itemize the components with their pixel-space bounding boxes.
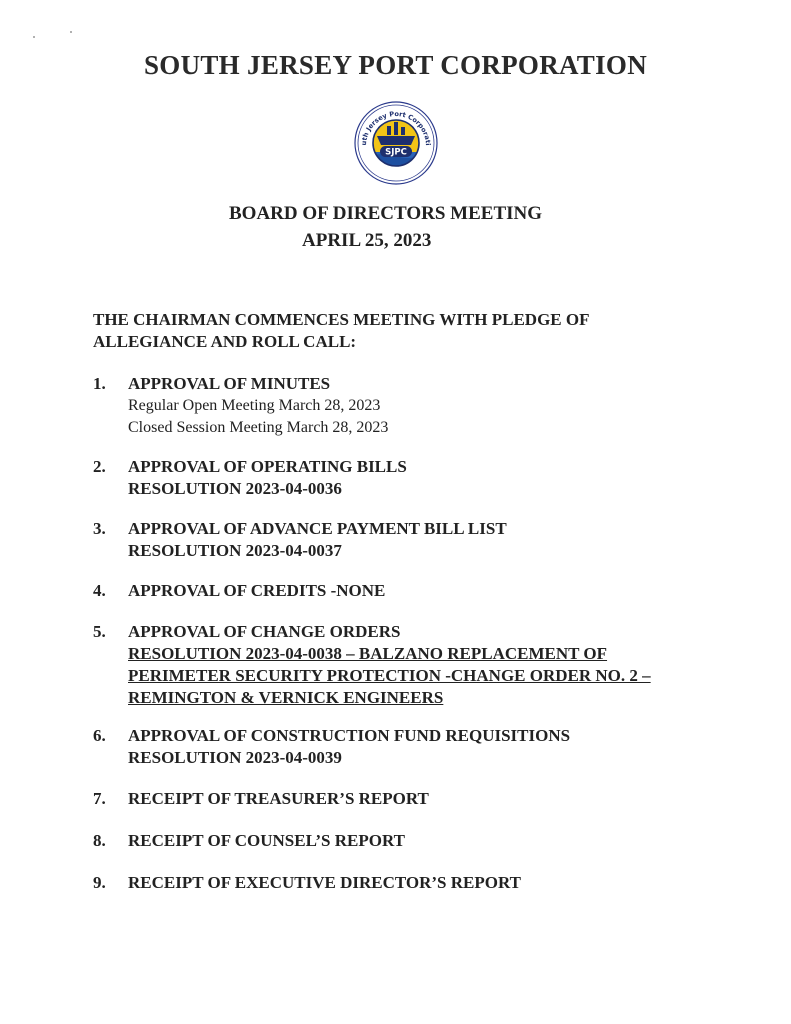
meeting-title: BOARD OF DIRECTORS MEETING bbox=[229, 203, 543, 224]
agenda-item-1 bbox=[93, 373, 733, 439]
scan-speck bbox=[70, 31, 72, 33]
item-number: 4. bbox=[93, 581, 106, 600]
meeting-date: APRIL 25, 2023 bbox=[302, 230, 432, 251]
organization-title: SOUTH JERSEY PORT CORPORATION bbox=[143, 50, 648, 80]
agenda-item-2 bbox=[93, 456, 733, 500]
item-title: APPROVAL OF ADVANCE PAYMENT BILL LIST bbox=[128, 519, 507, 538]
item-title: RECEIPT OF EXECUTIVE DIRECTOR’S REPORT bbox=[128, 873, 521, 892]
item-detail-line: Regular Open Meeting March 28, 2023 bbox=[128, 397, 381, 414]
item-number: 6. bbox=[93, 726, 106, 745]
item-resolution: RESOLUTION 2023-04-0036 bbox=[128, 479, 342, 498]
sjpc-logo-graphic bbox=[353, 100, 439, 186]
item-number: 2. bbox=[93, 457, 106, 476]
agenda-item-3 bbox=[93, 518, 733, 562]
item-title: APPROVAL OF CREDITS -NONE bbox=[128, 581, 386, 600]
item-number: 8. bbox=[93, 831, 106, 850]
item-title: APPROVAL OF MINUTES bbox=[128, 374, 331, 393]
logo-ring-text: uth Jersey Port Corporati bbox=[359, 109, 433, 146]
preamble-text: THE CHAIRMAN COMMENCES MEETING WITH PLEDGE OF ALLEGIANCE AND ROLL CALL: bbox=[93, 310, 589, 351]
item-title: RECEIPT OF TREASURER’S REPORT bbox=[128, 789, 429, 808]
logo-badge-text: SJPC bbox=[385, 147, 407, 158]
item-detail-line: Closed Session Meeting March 28, 2023 bbox=[128, 419, 389, 436]
item-resolution-underlined: PERIMETER SECURITY PROTECTION -CHANGE ORDER NO. 2 – bbox=[128, 666, 651, 685]
item-resolution: RESOLUTION 2023-04-0039 bbox=[128, 748, 342, 767]
item-resolution-underlined: REMINGTON & VERNICK ENGINEERS bbox=[128, 688, 444, 707]
agenda-item-9 bbox=[93, 872, 733, 894]
agenda-item-8 bbox=[93, 830, 733, 852]
agenda-item-7 bbox=[93, 788, 733, 810]
scan-speck bbox=[33, 36, 35, 38]
agenda-item-5 bbox=[93, 621, 733, 709]
item-number: 3. bbox=[93, 519, 106, 538]
agenda-item-6 bbox=[93, 725, 733, 769]
item-title: APPROVAL OF CHANGE ORDERS bbox=[128, 622, 401, 641]
item-resolution-underlined: RESOLUTION 2023-04-0038 – BALZANO REPLACEMENT OF bbox=[128, 644, 608, 663]
item-title: RECEIPT OF COUNSEL’S REPORT bbox=[128, 831, 405, 850]
item-resolution: RESOLUTION 2023-04-0037 bbox=[128, 541, 342, 560]
item-number: 7. bbox=[93, 789, 106, 808]
item-number: 9. bbox=[93, 873, 106, 892]
item-number: 5. bbox=[93, 622, 106, 641]
sjpc-logo bbox=[353, 100, 439, 186]
agenda-item-4 bbox=[93, 580, 733, 602]
item-title: APPROVAL OF CONSTRUCTION FUND REQUISITIONS bbox=[128, 726, 571, 745]
item-title: APPROVAL OF OPERATING BILLS bbox=[128, 457, 407, 476]
item-number: 1. bbox=[93, 374, 106, 393]
